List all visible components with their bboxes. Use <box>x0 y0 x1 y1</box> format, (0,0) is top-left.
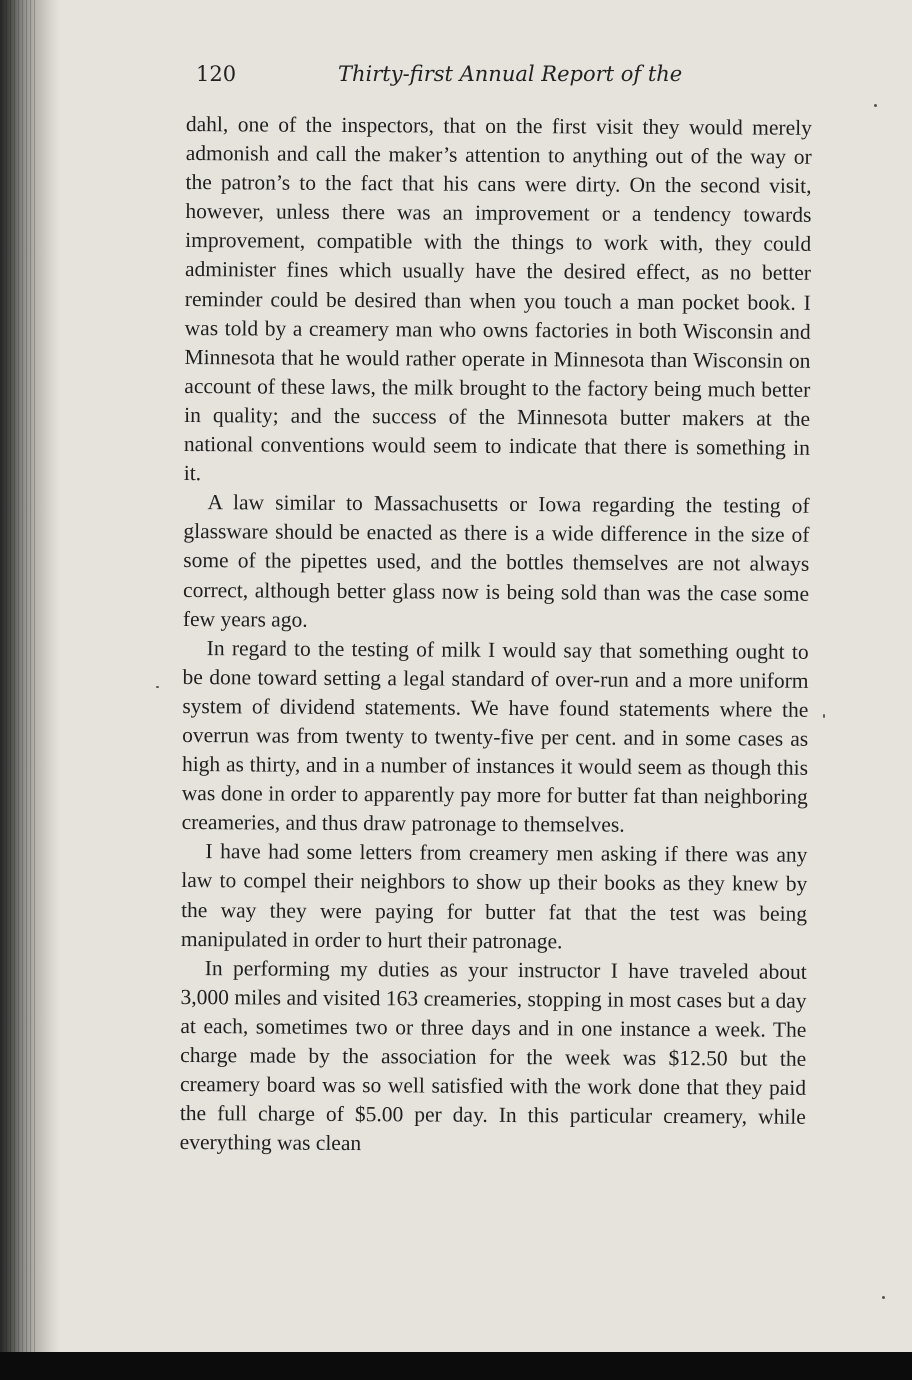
scan-speck <box>874 104 877 107</box>
scan-speck <box>823 714 825 718</box>
scanner-bed-edge <box>0 1352 912 1380</box>
scan-speck <box>882 1296 885 1299</box>
paragraph-milk-testing: In regard to the testing of milk I would say that something ought to be done toward setting a legal standard of over-run and a more uniform system of dividend statements. We have found statements where the overrun was from twenty to twenty-five per cent. and in some cases as high as thirty, and in a number of instances it would seem as though this was done in order to apparently pay more for butter fat than neighboring creameries, and thus draw patronage to themselves. <box>181 635 809 837</box>
page-number: 120 <box>196 62 237 86</box>
binding-texture <box>6 0 36 1352</box>
running-head: Thirty-first Annual Report of the <box>338 62 683 86</box>
book-binding-shadow <box>0 0 60 1352</box>
paragraph-glassware: A law similar to Massachusetts or Iowa regarding the testing of glassware should be enacted as there is a wide difference in the size of some of the pipettes used, and the bottles themselves are not always correct, although better glass now is being sold than was the case some few years ago. <box>182 490 810 632</box>
body-text <box>180 110 812 1161</box>
paragraph-duties: In performing my duties as your instructor I have traveled about 3,000 miles and visited 163 creameries, stopping in most cases but a day at each, sometimes two or three days and in one instance a week. The charge made by the association for the week was $12.50 but the creamery board was so well satisfied with the work done that they paid the full charge of $5.00 per day. In this particular creamery, while everything was clean <box>179 955 807 1156</box>
scan-speck <box>156 686 159 688</box>
paragraph-letters: I have had some letters from creamery men asking if there was any law to compel their neighbors to show up their books as they knew by the way they were paying for butter fat that the test was being manipulated in order to hurt their patronage. <box>180 839 808 953</box>
page-header <box>196 62 696 98</box>
paragraph-continued: dahl, one of the inspectors, that on the first visit they would merely admonish and call the maker’s attention to anything out of the way or the patron’s to the fact that his cans were dirty. On the second visit, however, unless there was an improvement or a tendency towards improvement, compatible with the things to work with, they could administer fines which usually have the desired effect, as no better reminder could be desired than when you touch a man pocket book. I was told by a creamery man who owns factories in both Wisconsin and Minnesota that he would rather operate in Minnesota than Wisconsin on account of these laws, the milk brought to the factory being much better in quality; and the success of the Minnesota butter makers at the national conventions would seem to indicate that there is something in it. <box>183 111 812 486</box>
